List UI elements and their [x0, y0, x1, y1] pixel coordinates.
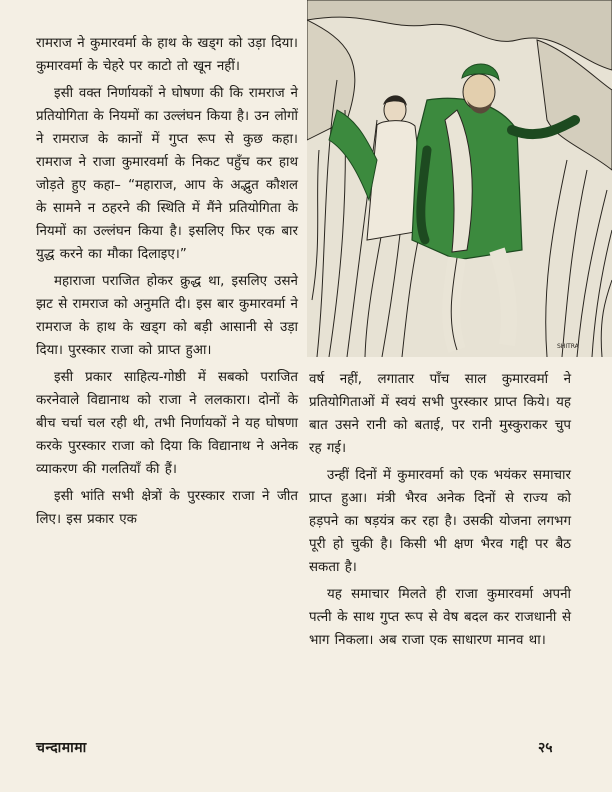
- artist-signature: SHITRA: [557, 343, 579, 350]
- paragraph: इसी भांति सभी क्षेत्रों के पुरस्कार राजा ने जीत लिए। इस प्रकार एक: [36, 489, 298, 527]
- paragraph: उन्हीं दिनों में कुमारवर्मा को एक भयंकर समाचार प्राप्त हुआ। मंत्री भैरव अनेक दिनों से राज्य को हड़पने का षड़यंत्र कर रहा है। उसकी योजना लगभग पूरी हो चुकी है। किसी भी क्षण भैरव गद्दी पर बैठ सकता है।: [309, 468, 571, 575]
- paragraph: महाराजा पराजित होकर क्रुद्ध था, इसलिए उसने झट से रामराज को अनुमति दी। इस बार कुमारवर्मा ने रामराज के हाथ के खड्ग को बड़ी आसानी से उड़ा दिया। पुरस्कार राजा को प्राप्त हुआ।: [36, 274, 298, 358]
- paragraph: इसी वक्त निर्णायकों ने घोषणा की कि रामराज ने प्रतियोगिता के नियमों का उल्लंघन किया है। उन लोगों ने रामराज के कानों में गुप्त रूप से कुछ कहा। रामराज ने राजा कुमारवर्मा के निकट पहुँच कर हाथ जोड़ते हुए कहा– “महाराज, आप के अद्भुत कौशल के सामने न ठहरने की स्थिति में मैंने प्रतियोगिता के नियमों का उल्लंघन किया है। इसलिए फिर एक बार युद्ध करने का मौका दिलाइए।”: [36, 86, 298, 262]
- right-text-column: [309, 368, 571, 656]
- magazine-title: चन्दामामा: [36, 740, 87, 756]
- paragraph: इसी प्रकार साहित्य-गोष्ठी में सबको पराजित करनेवाले विद्यानाथ को राजा ने ललकारा। दोनों के बीच चर्चा चल रही थी, तभी निर्णायकों ने यह घोषणा करके पुरस्कार राजा को दिया कि विद्यानाथ ने अनेक व्याकरण की गलतियाँ की हैं।: [36, 370, 298, 477]
- paragraph: वर्ष नहीं, लगातार पाँच साल कुमारवर्मा ने प्रतियोगिताओं में स्वयं सभी पुरस्कार प्राप्त किये। यह बात उसने रानी को बताई, पर रानी मुस्कुराकर चुप रह गई।: [309, 372, 571, 456]
- left-text-column: [36, 32, 298, 535]
- page-number: २५: [538, 740, 553, 756]
- paragraph: यह समाचार मिलते ही राजा कुमारवर्मा अपनी पत्नी के साथ गुप्त रूप से वेष बदल कर राजधानी से भाग निकला। अब राजा एक साधारण मानव था।: [309, 587, 571, 648]
- story-illustration: [307, 0, 612, 357]
- king-and-queen-fleeing-drawing: [307, 0, 612, 357]
- paragraph: रामराज ने कुमारवर्मा के हाथ के खड्ग को उड़ा दिया। कुमारवर्मा के चेहरे पर काटो तो खून नहीं।: [36, 36, 298, 74]
